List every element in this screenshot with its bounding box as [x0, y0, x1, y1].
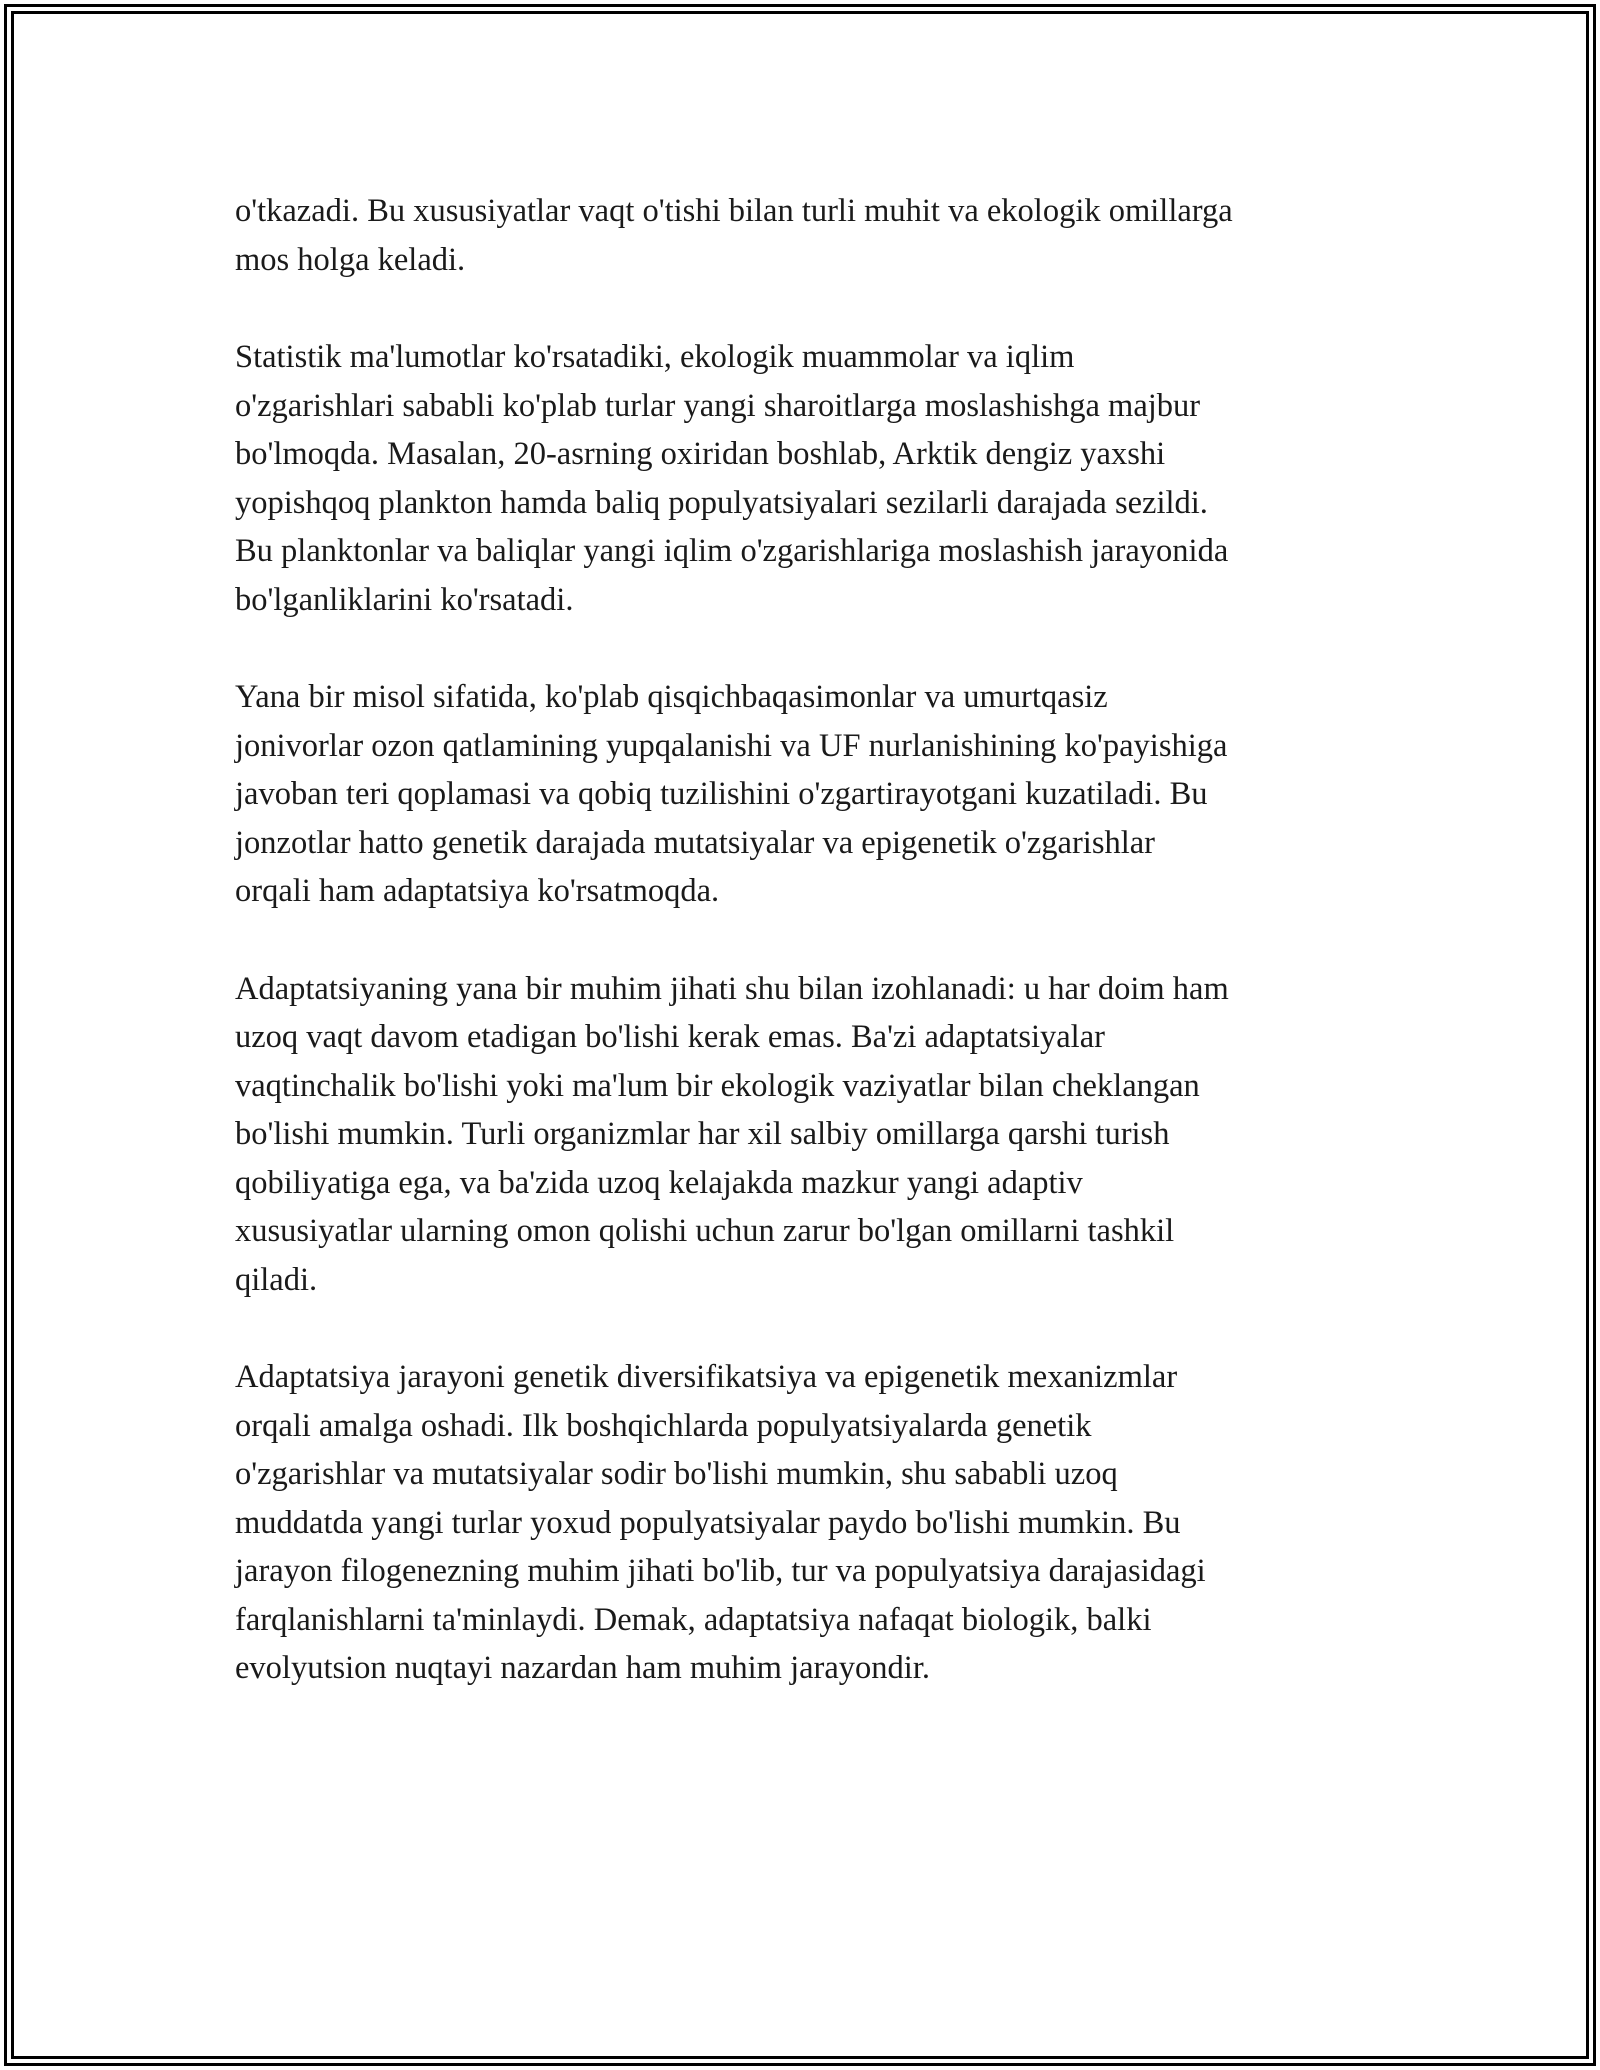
text-line: jonzotlar hatto genetik darajada mutatsiyalar va epigenetik o'zgarishlar — [235, 824, 1155, 861]
text-line: orqali amalga oshadi. Ilk boshqichlarda populyatsiyalarda genetik — [235, 1407, 1092, 1444]
paragraph-1 — [235, 187, 1385, 284]
paragraph-2 — [235, 333, 1385, 624]
text-line: qobiliyatiga ega, va ba'zida uzoq kelajakda mazkur yangi adaptiv — [235, 1164, 1083, 1201]
text-line: bo'lishi mumkin. Turli organizmlar har xil salbiy omillarga qarshi turish — [235, 1116, 1170, 1152]
text-line: mos holga keladi. — [235, 241, 466, 278]
text-line: yopishqoq plankton hamda baliq populyatsiyalari sezilarli darajada sezildi. — [235, 484, 1208, 521]
paragraph-4 — [235, 965, 1385, 1305]
text-line: uzoq vaqt davom etadigan bo'lishi kerak emas. Ba'zi adaptatsiyalar — [235, 1019, 1105, 1055]
text-line: o'zgarishlar va mutatsiyalar sodir bo'lishi mumkin, shu sababli uzoq — [235, 1456, 1118, 1492]
paragraph-5 — [235, 1353, 1385, 1693]
text-line: Statistik ma'lumotlar ko'rsatadiki, ekologik muammolar va iqlim — [235, 339, 1075, 375]
text-line: Adaptatsiya jarayoni genetik diversifikatsiya va epigenetik mexanizmlar — [235, 1359, 1178, 1395]
text-line: Bu planktonlar va baliqlar yangi iqlim o'zgarishlariga moslashish jarayonida — [235, 533, 1229, 569]
text-line: farqlanishlarni ta'minlaydi. Demak, adaptatsiya nafaqat biologik, balki — [235, 1601, 1152, 1638]
text-line: jarayon filogenezning muhim jihati bo'lib, tur va populyatsiya darajasidagi — [235, 1553, 1206, 1589]
paragraph-3 — [235, 673, 1385, 916]
text-line: o'tkazadi. Bu xususiyatlar vaqt o'tishi bilan turli muhit va ekologik omillarga — [235, 193, 1233, 229]
text-line: qiladi. — [235, 1261, 318, 1298]
text-line: xususiyatlar ularning omon qolishi uchun zarur bo'lgan omillarni tashkil — [235, 1213, 1175, 1249]
text-line: Yana bir misol sifatida, ko'plab qisqichbaqasimonlar va umurtqasiz — [235, 679, 1108, 715]
text-line: Adaptatsiyaning yana bir muhim jihati shu bilan izohlanadi: u har doim ham — [235, 970, 1229, 1007]
text-line: vaqtinchalik bo'lishi yoki ma'lum bir ekologik vaziyatlar bilan cheklangan — [235, 1067, 1200, 1104]
text-line: orqali ham adaptatsiya ko'rsatmoqda. — [235, 873, 720, 909]
text-line: bo'lmoqda. Masalan, 20-asrning oxiridan boshlab, Arktik dengiz yaxshi — [235, 436, 1166, 472]
document-body — [235, 187, 1385, 1742]
text-line: javoban teri qoplamasi va qobiq tuzilishini o'zgartirayotgani kuzatiladi. Bu — [235, 776, 1208, 812]
text-line: o'zgarishlari sababli ko'plab turlar yangi sharoitlarga moslashishga majbur — [235, 387, 1201, 424]
text-line: bo'lganliklarini ko'rsatadi. — [235, 581, 574, 618]
text-line: evolyutsion nuqtayi nazardan ham muhim jarayondir. — [235, 1650, 930, 1686]
text-line: muddatda yangi turlar yoxud populyatsiyalar paydo bo'lishi mumkin. Bu — [235, 1504, 1181, 1541]
text-line: jonivorlar ozon qatlamining yupqalanishi va UF nurlanishining ko'payishiga — [235, 727, 1228, 764]
